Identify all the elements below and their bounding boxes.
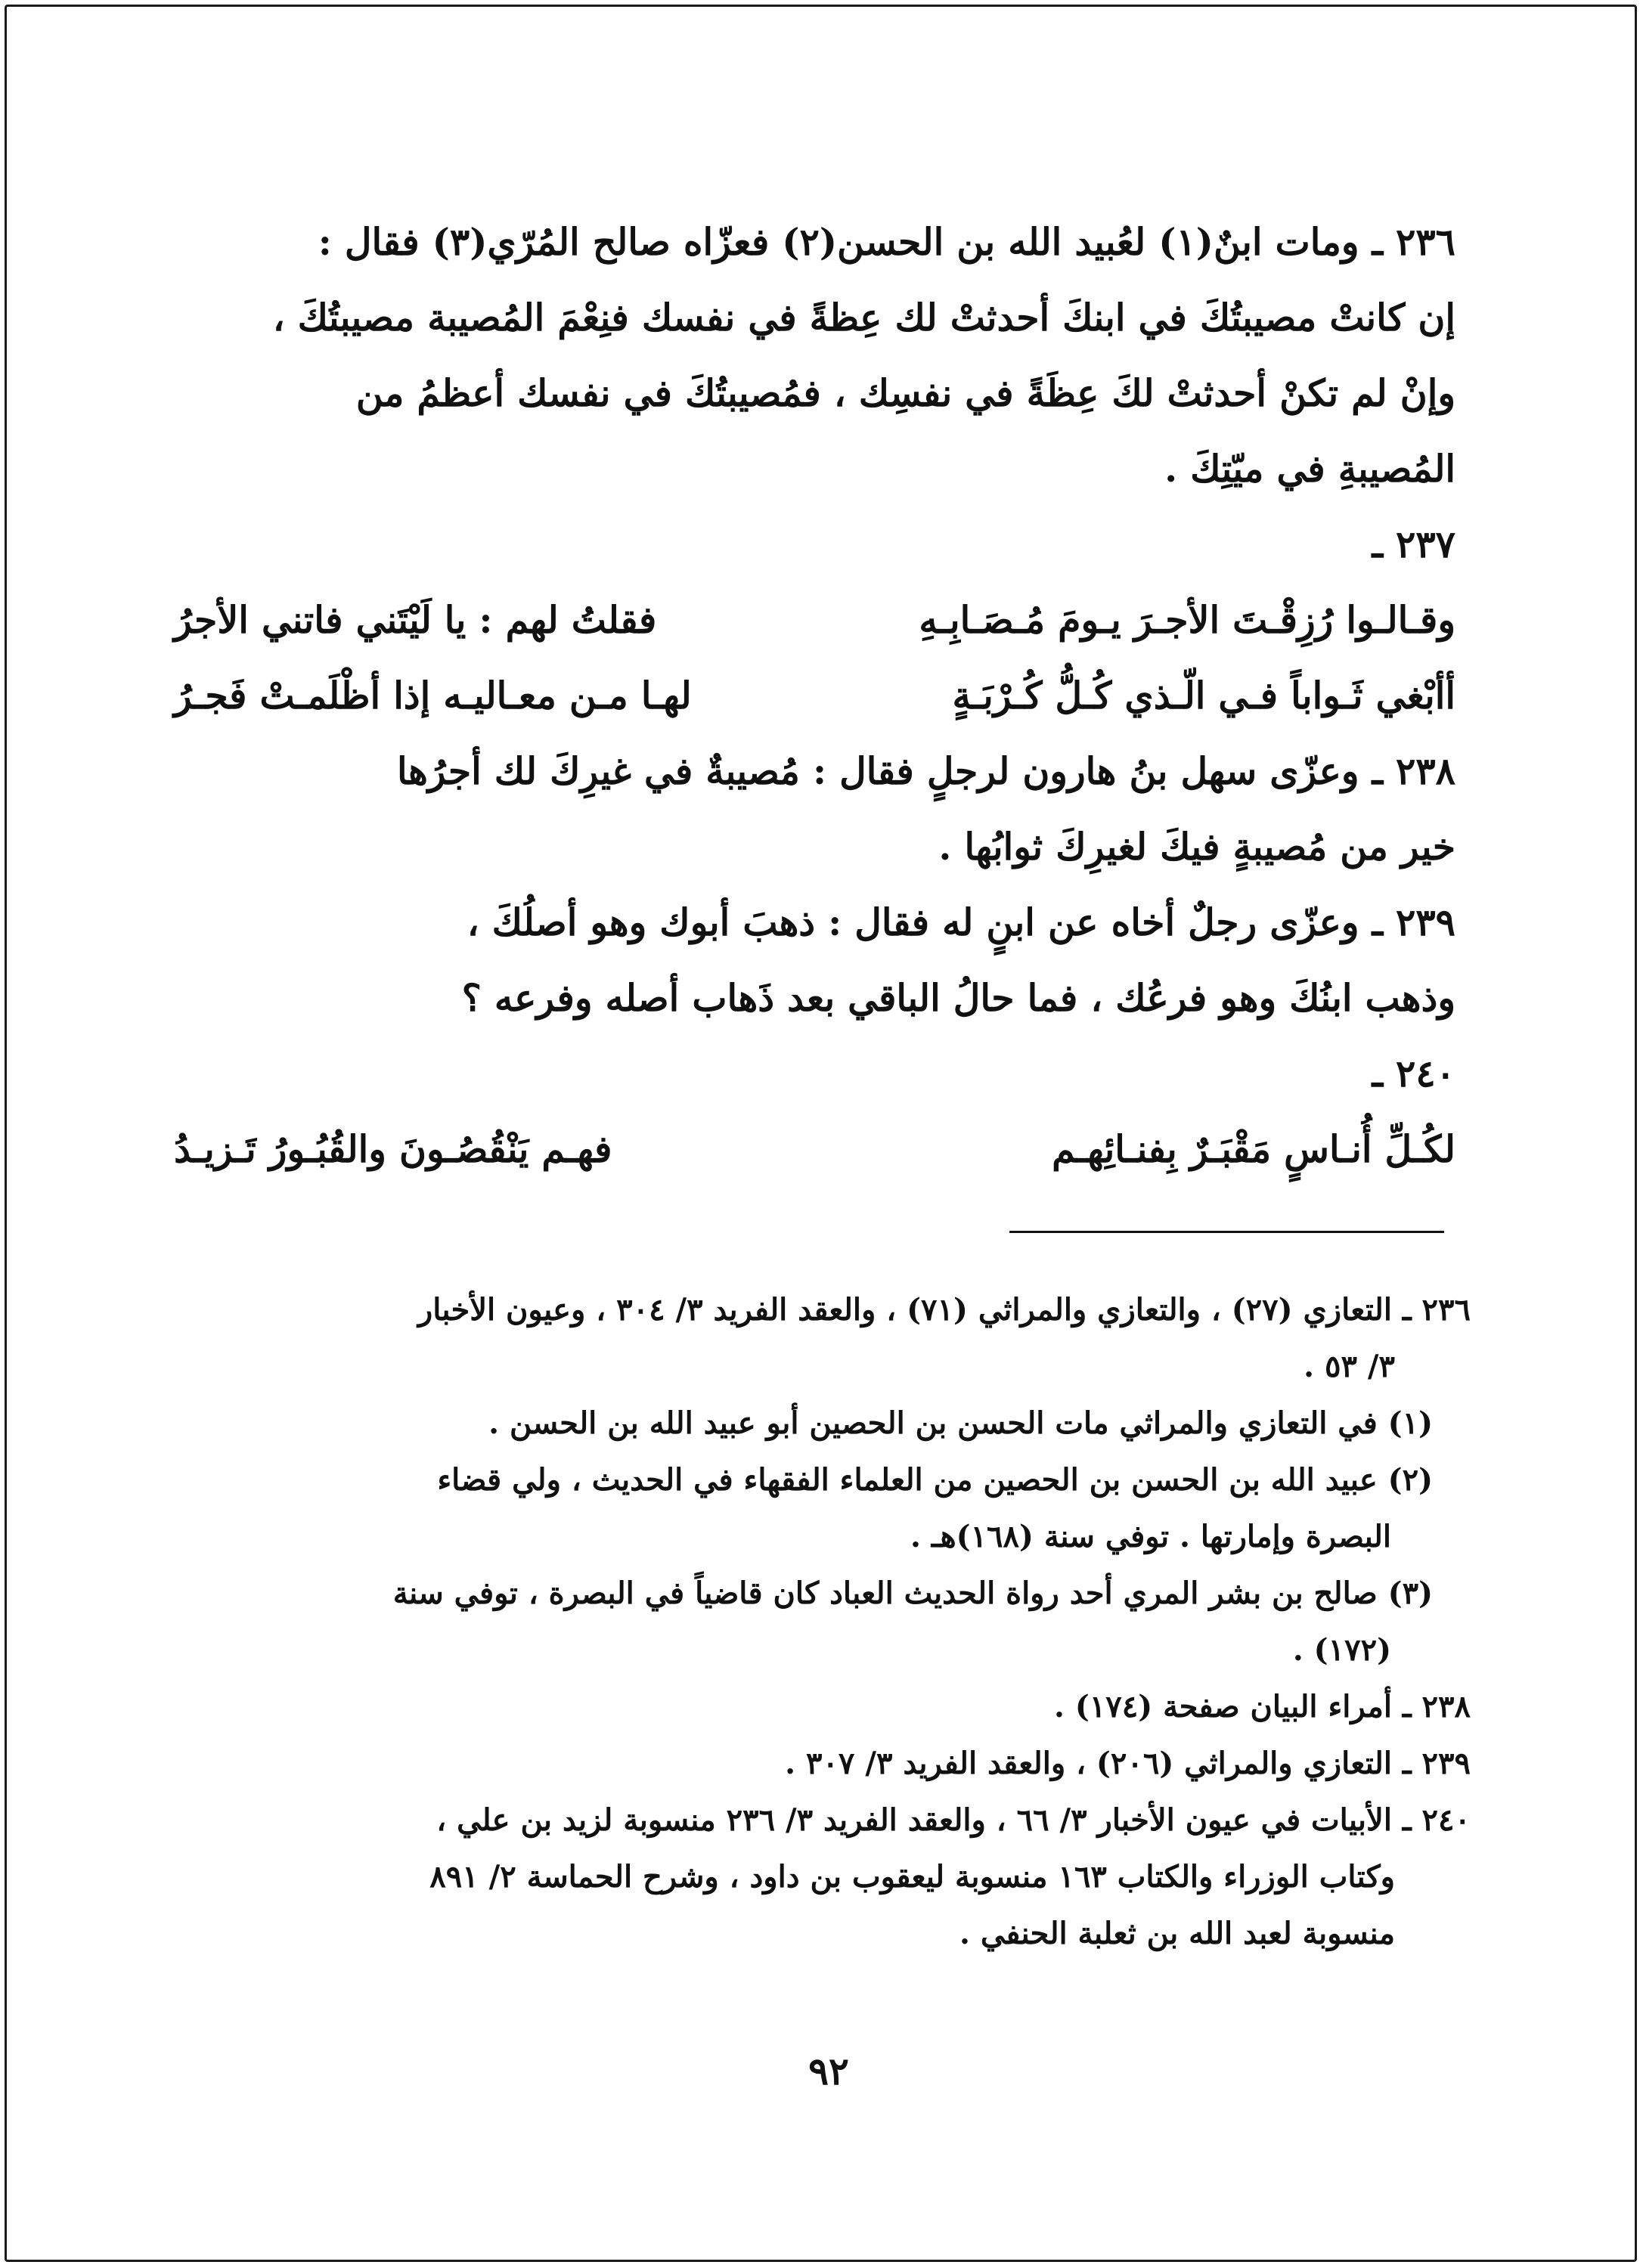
sub-footnote-2: (٢) عبيد الله بن الحسن بن الحصين من العلماء الفقهاء في الحديث ، ولي قضاء: [437, 1462, 1433, 1498]
sub-footnote-3: (٣) صالح بن بشر المري أحد رواة الحديث العباد كان قاضياً في البصرة ، توفي سنة: [392, 1576, 1433, 1611]
sub-footnote-3-continuation: (١٧٢) .: [1292, 1632, 1391, 1668]
verse-237: [174, 582, 1455, 733]
verse-line: [174, 658, 1455, 733]
sub-footnote-1: (١) في التعازي والمراثي مات الحسن بن الحصين أبو عبيد الله بن الحسن .: [488, 1405, 1433, 1441]
verse-second-hemistich: فهـم يَنْقُصُـونَ والقُبُـورُ تَـزيـدُ: [174, 1127, 612, 1171]
paragraph-239: [174, 885, 1455, 1036]
footnote-240-continuation: وكتاب الوزراء والكتاب ١٦٣ منسوبة ليعقوب بن داود ، وشرح الحماسة ٢/ ٨٩١: [429, 1859, 1395, 1895]
verse-first-hemistich: أأبْغي ثَـواباً فـي الّـذي كُـلُّ كُـرْبَـةٍ: [952, 674, 1455, 717]
text-line: وإنْ لم تكنْ أحدثتْ لكَ عِظَةً في نفسِك ، فمُصيبتُكَ في نفسك أعظمُ من: [355, 371, 1455, 415]
text-line: ٢٣٨ ـ وعزّى سهل بنُ هارون لرجلٍ فقال : مُصيبةٌ في غيرِكَ لك أجرُها: [397, 749, 1455, 793]
text-line: خير من مُصيبةٍ فيكَ لغيرِكَ ثوابُها .: [938, 825, 1455, 869]
footnote-240-continuation: منسوبة لعبد الله بن ثعلبة الحنفي .: [959, 1916, 1395, 1951]
page-number: ٩٢: [808, 2049, 849, 2093]
text-line: إن كانتْ مصيبتُكَ في ابنكَ أحدثتْ لك عِظةً في نفسك فنِعْمَ المُصيبة مصيبتُكَ ،: [272, 296, 1455, 339]
footnote-separator: [1009, 1231, 1444, 1233]
main-text: [174, 204, 1455, 1187]
text-line: ٢٣٩ ـ وعزّى رجلٌ أخاه عن ابنٍ له فقال : ذهبَ أبوك وهو أصلُكَ ،: [467, 900, 1455, 944]
footnote-236: ٢٣٦ ـ التعازي (٢٧) ، والتعازي والمراثي (٧١) ، والعقد الفريد ٣/ ٣٠٤ ، وعيون الأخبار: [417, 1292, 1471, 1328]
paragraph-236: [174, 204, 1455, 507]
item-number-237: ٢٣٧ ـ: [1372, 522, 1455, 566]
footnote-240: ٢٤٠ ـ الأبيات في عيون الأخبار ٣/ ٦٦ ، والعقد الفريد ٣/ ٢٣٦ منسوبة لزيد بن علي ،: [436, 1802, 1471, 1838]
verse-line: [174, 1111, 1455, 1187]
footnotes: [193, 1281, 1471, 1962]
verse-first-hemistich: وقـالـوا رُزِقْـتَ الأجـرَ يـومَ مُـصَـابِـهِ: [919, 598, 1455, 642]
verse-240: [174, 1111, 1455, 1187]
verse-first-hemistich: لكُـلِّ أُنـاسٍ مَقْبَـرٌ بِفنـائِهـم: [1052, 1127, 1455, 1171]
sub-footnote-2-continuation: البصرة وإمارتها . توفي سنة (١٦٨)هـ .: [910, 1519, 1391, 1554]
footnote-239: ٢٣٩ ـ التعازي والمراثي (٢٠٦) ، والعقد الفريد ٣/ ٣٠٧ .: [785, 1746, 1471, 1781]
text-line: المُصيبةِ في ميّتِكَ .: [1164, 447, 1455, 491]
paragraph-238: [174, 733, 1455, 885]
text-line: ٢٣٦ ـ ومات ابنٌ(١) لعُبيد الله بن الحسن(٢) فعزّاه صالح المُرّي(٣) فقال :: [318, 220, 1455, 264]
footnote-238: ٢٣٨ ـ أمراء البيان صفحة (١٧٤) .: [1054, 1689, 1471, 1724]
verse-second-hemistich: لهـا مـن معـاليـه إذا أظْلَمـتْ فَجـرُ: [174, 674, 692, 717]
verse-second-hemistich: فقلتُ لهم : يا لَيْتَني فاتني الأجرُ: [174, 598, 657, 642]
verse-line: [174, 582, 1455, 658]
item-number-240: ٢٤٠ ـ: [1372, 1052, 1455, 1095]
text-line: وذهب ابنُكَ وهو فرعُك ، فما حالُ الباقي بعد ذَهاب أصله وفرعه ؟: [461, 976, 1455, 1020]
footnote-236-continuation: ٣/ ٥٣ .: [1304, 1349, 1395, 1384]
